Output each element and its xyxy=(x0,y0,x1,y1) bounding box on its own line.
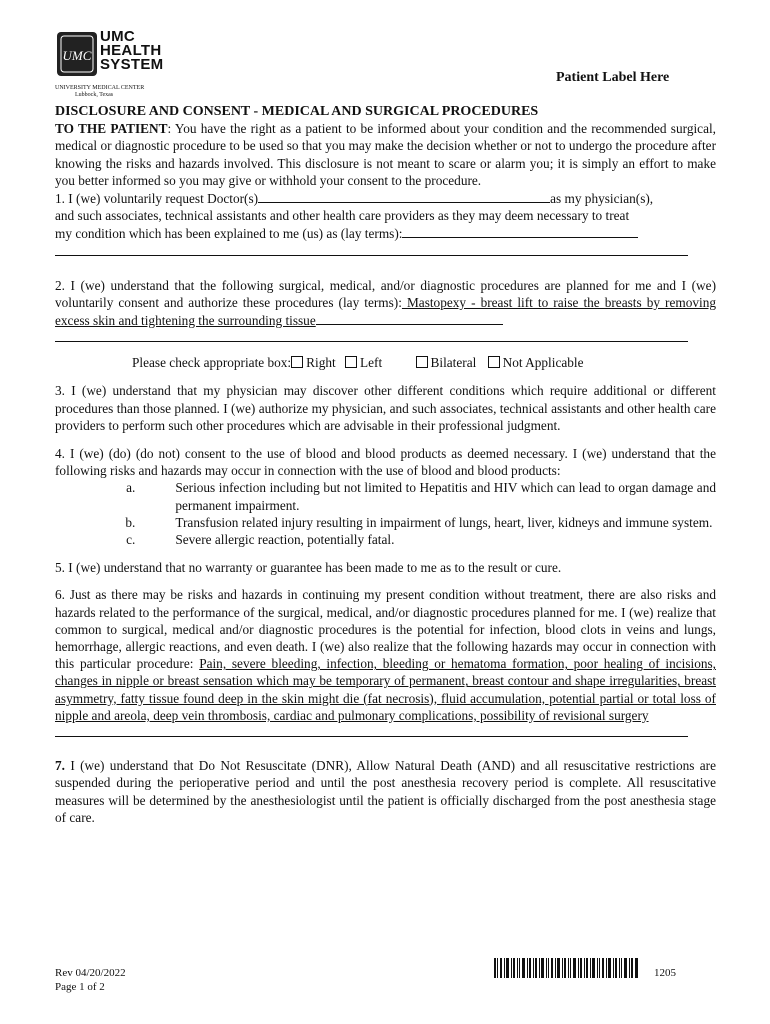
item-6-text xyxy=(55,586,716,724)
item-6-description: 6. Just as there may be risks and hazards in continuing my present condition without treatment, there are also risks and hazards related to the performance of the surgical, medical, and/or diagnostic procedures planned for me. I (we) realize that common to surgical, medical and/or diagnostic procedures is the potential for infection, blood clots in veins and lungs, hemorrhage, allergic reactions, and even death. I (we) also realize that the following hazards may occur in connection with this particular procedure: xyxy=(55,587,716,672)
item-4 xyxy=(55,445,716,548)
form-number: 1205 xyxy=(654,967,676,979)
form-body xyxy=(55,103,716,826)
list-text: Severe allergic reaction, potentially fatal. xyxy=(175,532,395,548)
intro-text: : You have the right as a patient to be informed about your condition and the recommended surgical, medical or diagnostic procedure to be used so that you may make the decision whether or not to undergo the procedure after knowing the risks and hazards involved. This disclosure is not meant to scare or alarm you; it is simply an effort to make you better informed so you may give or withhold your consent to the procedure. xyxy=(55,121,716,188)
intro-paragraph xyxy=(55,120,716,189)
checkbox-bilateral[interactable] xyxy=(416,356,428,368)
patient-label-area: Patient Label Here xyxy=(556,70,670,85)
hazards-field-line[interactable] xyxy=(55,724,688,737)
list-text: Transfusion related injury resulting in impairment of lungs, heart, liver, kidneys and immune system. xyxy=(175,514,713,530)
logo-subtitle xyxy=(55,85,144,99)
doctor-name-field[interactable] xyxy=(258,189,550,203)
check-prompt: Please check appropriate box: xyxy=(132,355,292,371)
item-2-text xyxy=(55,277,716,330)
logo-city: Lubbock, Texas xyxy=(75,92,114,98)
logo-wordmark xyxy=(100,30,163,72)
item-3: 3. I (we) understand that my physician may discover other different conditions which require additional or different procedures than those planned. I (we) authorize my physician, and such associates, technical assistants and other health care providers to perform such other procedures which are advisable in their professional judgment. xyxy=(55,383,716,433)
list-letter: b. xyxy=(125,514,136,530)
blood-risks-list xyxy=(55,479,716,548)
logo-line-3: SYSTEM xyxy=(100,56,164,73)
revision-date: Rev 04/20/2022 xyxy=(55,967,126,979)
item-1-request-text: 1. I (we) voluntarily request Doctor(s) xyxy=(55,191,259,207)
procedure-hazards[interactable]: Pain, severe bleeding, infection, bleeding or hematoma formation, poor healing of incisions, changes in nipple or breast sensation which may be temporary of permanent, breast contour and shape irregularities, breast asymmetry, fatty tissue found deep in the skin might die (fat necrosis), fluid accumulation, potential partial or total loss of nipple and areola, deep vein thrombosis, cardiac and pulmonary complications, possibility of revisional surgery xyxy=(55,656,716,723)
page-number: Page 1 of 2 xyxy=(55,981,105,993)
list-item xyxy=(55,531,716,548)
list-letter: c. xyxy=(126,532,136,548)
item-1-physician-text: as my physician(s), xyxy=(550,191,654,207)
logo-line-2: HEALTH xyxy=(100,42,162,59)
list-letter: a. xyxy=(126,480,136,496)
option-not-applicable-label: Not Applicable xyxy=(502,355,584,371)
logo-line-1: UMC xyxy=(100,28,136,45)
footer xyxy=(55,966,126,994)
umc-seal-icon xyxy=(55,30,99,78)
item-7-number: 7. xyxy=(55,758,65,774)
item-1-line-2: and such associates, technical assistants and other health care providers as they may deem necessary to treat xyxy=(55,208,630,224)
barcode-icon xyxy=(494,958,638,978)
condition-lay-terms-field-line-2[interactable] xyxy=(55,243,688,256)
form-title: DISCLOSURE AND CONSENT - MEDICAL AND SURGICAL PROCEDURES xyxy=(55,104,539,119)
item-2 xyxy=(55,277,716,372)
list-item xyxy=(55,479,716,513)
side-selection xyxy=(55,354,716,371)
option-right-label: Right xyxy=(306,355,336,371)
svg-text:UMC: UMC xyxy=(62,48,92,63)
item-5: 5. I (we) understand that no warranty or guarantee has been made to me as to the result or cure. xyxy=(55,560,562,576)
item-1-line-1 xyxy=(55,189,716,207)
item-1-lay-terms-label: my condition which has been explained to me (us) as (lay terms): xyxy=(55,226,403,242)
item-4-text: 4. I (we) (do) (do not) consent to the use of blood and blood products as deemed necessary. I (we) understand that the following risks and hazards may occur in connection with the use of blood and blood products: xyxy=(55,446,716,479)
item-1 xyxy=(55,189,716,256)
list-item xyxy=(55,514,716,531)
item-2-description: 2. I (we) understand that the following surgical, medical, and/or diagnostic procedures are planned for me and I (we) voluntarily consent and authorize these procedures (lay terms): xyxy=(55,277,716,310)
condition-lay-terms-field[interactable] xyxy=(402,224,638,238)
umc-logo xyxy=(55,28,185,98)
checkbox-right[interactable] xyxy=(291,356,303,368)
procedure-lay-terms[interactable]: Mastopexy - breast lift to raise the breasts by removing excess skin and tightening the surrounding tissue xyxy=(55,294,716,329)
procedure-field-line-2[interactable] xyxy=(55,329,688,342)
option-bilateral-label: Bilateral xyxy=(430,355,477,371)
intro-lead: TO THE PATIENT xyxy=(55,121,168,137)
item-6 xyxy=(55,586,716,737)
item-7-text: I (we) understand that Do Not Resuscitate (DNR), Allow Natural Death (AND) and all resuscitative restrictions are suspended during the perioperative period and until the post anesthesia recovery period is complete. All resuscitative measures will be determined by the anesthesiologist until the patient is officially discharged from the post anesthesia stage of care. xyxy=(55,758,716,825)
checkbox-not-applicable[interactable] xyxy=(488,356,500,368)
procedure-field-filler[interactable] xyxy=(316,311,503,325)
list-text: Serious infection including but not limited to Hepatitis and HIV which can lead to organ damage and permanent impairment. xyxy=(175,480,716,513)
item-7 xyxy=(55,757,716,826)
option-left-label: Left xyxy=(360,355,383,371)
item-1-line-3 xyxy=(55,224,716,242)
logo-center-name: UNIVERSITY MEDICAL CENTER xyxy=(55,85,145,91)
checkbox-left[interactable] xyxy=(345,356,357,368)
